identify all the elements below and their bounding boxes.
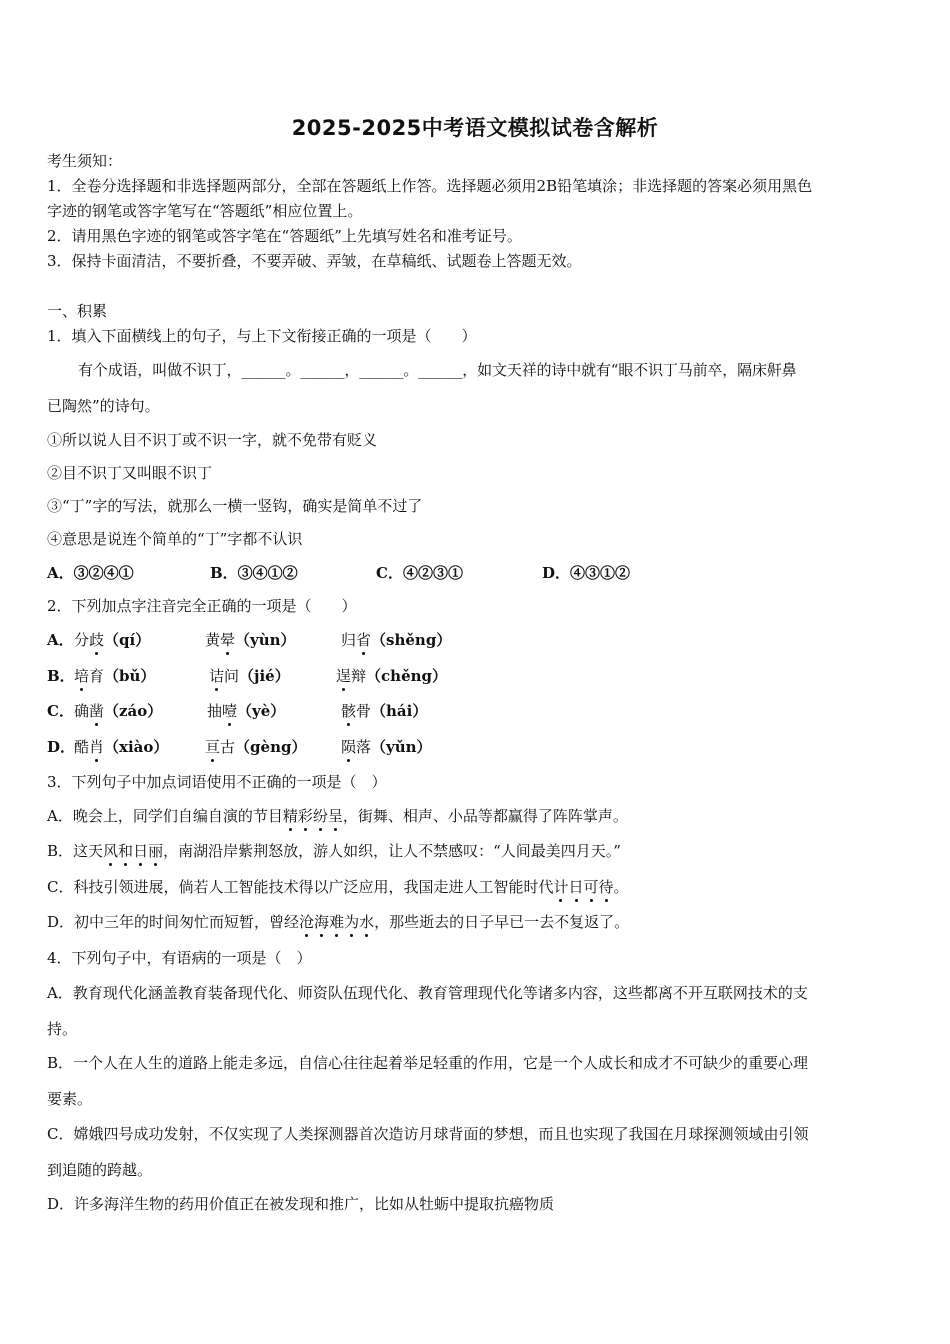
q2-option-d-label: D．: [47, 738, 76, 756]
q1-passage-line-2: 已陶然”的诗句。: [47, 397, 160, 415]
q3-stem: 3．下列句子中加点词语使用不正确的一项是（ ）: [47, 773, 387, 791]
q4-option-b-line-2: 要素。: [47, 1090, 93, 1108]
q4-option-b-line-1: B．一个人在人生的道路上能走多远，自信心往往起着举足轻重的作用，它是一个人成长和成才不可缺少的重要心理: [47, 1054, 809, 1072]
q2-option-a-item-3: 归省（shěng）: [341, 631, 452, 649]
q2-option-d-item-1: 酷肖（xiào）: [74, 738, 169, 756]
q2-option-b-label: B．: [47, 667, 75, 685]
q1-option-a: A．③②④①: [47, 564, 134, 582]
q1-passage-line-1: 有个成语，叫做不识丁，______。______，______。______，如文天祥的诗中就有“眼不识丁马前卒，隔床鼾鼻: [78, 361, 797, 379]
q2-option-a-item-1: 分歧（qí）: [74, 631, 151, 649]
q1-sentence-1: ①所以说人目不识丁或不识一字，就不免带有贬义: [47, 431, 378, 449]
q1-sentence-4: ④意思是说连个简单的“丁”字都不认识: [47, 530, 303, 548]
q3-option-c: C．科技引领进展，倘若人工智能技术得以广泛应用，我国走进人工智能时代计日可待。: [47, 878, 629, 896]
q2-stem: 2．下列加点字注音完全正确的一项是（ ）: [47, 597, 357, 615]
page-title: 2025-2025中考语文模拟试卷含解析: [291, 116, 659, 140]
q4-stem: 4．下列句子中，有语病的一项是（ ）: [47, 949, 312, 967]
q1-sentence-3: ③“丁”字的写法，就那么一横一竖钩，确实是简单不过了: [47, 497, 423, 515]
q3-option-b: B．这天风和日丽，南湖沿岸紫荆怒放，游人如织，让人不禁感叹：“人间最美四月天。”: [47, 842, 621, 860]
q2-option-b-item-1: 培育（bǔ）: [74, 667, 156, 685]
q2-option-b-item-2: 诘问（jié）: [209, 667, 290, 685]
q2-option-b-item-3: 逞辩（chěng）: [336, 667, 448, 685]
q2-option-a-label: A．: [47, 631, 74, 649]
notice-item-1-line-1: 1．全卷分选择题和非选择题两部分，全部在答题纸上作答。选择题必须用2B铅笔填涂；非选择题的答案必须用黑色: [47, 177, 813, 195]
notice-heading: 考生须知：: [47, 152, 123, 170]
q2-option-d-item-3: 陨落（yǔn）: [341, 738, 432, 756]
q4-option-c-line-2: 到追随的跨越。: [47, 1161, 153, 1179]
q4-option-a-line-1: A．教育现代化涵盖教育装备现代化、师资队伍现代化、教育管理现代化等诸多内容，这些都离不开互联网技术的支: [47, 984, 808, 1002]
section-heading: 一、积累: [47, 302, 108, 320]
q2-option-d-item-2: 亘古（gèng）: [205, 738, 307, 756]
q2-option-a-item-2: 黄晕（yùn）: [205, 631, 296, 649]
notice-item-3: 3．保持卡面清洁，不要折叠，不要弄破、弄皱，在草稿纸、试题卷上答题无效。: [47, 252, 582, 270]
q1-option-b: B．③④①②: [210, 564, 298, 582]
q3-option-a: A．晚会上，同学们自编自演的节目精彩纷呈，街舞、相声、小品等都赢得了阵阵掌声。: [47, 807, 628, 825]
q3-option-d: D．初中三年的时间匆忙而短暂，曾经沧海难为水，那些逝去的日子早已一去不复返了。: [47, 913, 630, 931]
q4-option-a-line-2: 持。: [47, 1020, 78, 1038]
q2-option-c-label: C．: [47, 702, 74, 720]
q1-option-c: C．④②③①: [376, 564, 463, 582]
q4-option-d-line-1: D．许多海洋生物的药用价值正在被发现和推广，比如从牡蛎中提取抗癌物质: [47, 1195, 555, 1213]
q1-sentence-2: ②目不识丁又叫眼不识丁: [47, 464, 213, 482]
q1-stem: 1．填入下面横线上的句子，与上下文衔接正确的一项是（ ）: [47, 327, 477, 345]
q4-option-c-line-1: C．嫦娥四号成功发射，不仅实现了人类探测器首次造访月球背面的梦想，而且也实现了我国在月球探测领域由引领: [47, 1125, 809, 1143]
notice-item-2: 2．请用黑色字迹的钢笔或答字笔在“答题纸”上先填写姓名和准考证号。: [47, 227, 522, 245]
q2-option-c-item-3: 骸骨（hái）: [341, 702, 428, 720]
notice-item-1-line-2: 字迹的钢笔或答字笔写在“答题纸”相应位置上。: [47, 202, 363, 220]
q1-option-d: D．④③①②: [542, 564, 631, 582]
q2-option-c-item-1: 确凿（záo）: [74, 702, 163, 720]
q2-option-c-item-2: 抽噎（yè）: [207, 702, 286, 720]
